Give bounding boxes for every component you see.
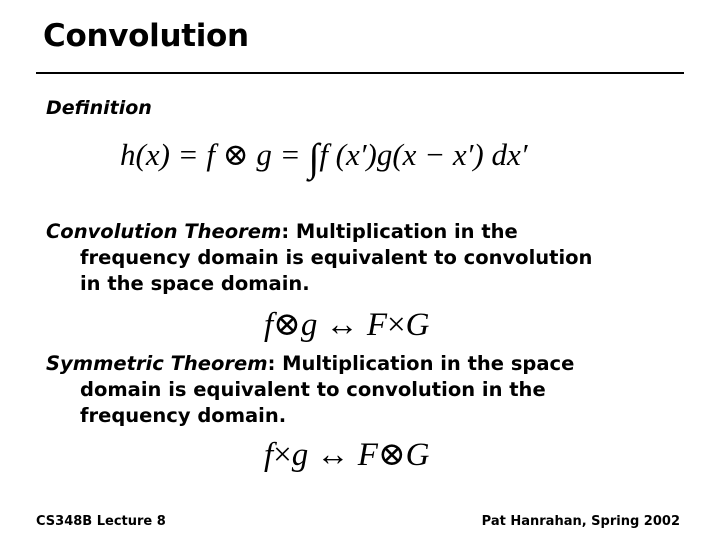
- eq3-F: F: [357, 437, 378, 473]
- multiply-operator-icon: ×: [387, 307, 406, 343]
- convolution-theorem-line3: in the space domain.: [80, 272, 310, 295]
- symmetric-theorem-line2: domain is equivalent to convolution in the: [80, 378, 546, 401]
- integral-sign: ∫: [308, 135, 320, 180]
- equation-mid: g =: [256, 137, 301, 172]
- convolution-theorem-line2: frequency domain is equivalent to convolution: [80, 246, 593, 269]
- equation-lhs: h(x) = f: [120, 137, 215, 172]
- equation-rhs: f (x′)g(x − x′) dx′: [319, 137, 528, 172]
- title-divider: [36, 72, 684, 74]
- definition-equation: [120, 134, 528, 181]
- convolution-operator-icon: ⊗: [222, 137, 249, 172]
- eq3-G: G: [405, 437, 430, 473]
- footer-lecture: CS348B Lecture 8: [36, 514, 166, 529]
- eq3-f: f: [264, 437, 274, 473]
- eq2-f: f: [264, 307, 274, 343]
- symmetric-theorem-equation: [264, 434, 429, 474]
- symmetric-theorem-line1: : Multiplication in the space: [267, 352, 575, 375]
- eq2-F: F: [366, 307, 387, 343]
- double-arrow-icon: ↔: [316, 437, 350, 473]
- eq3-g: g: [291, 437, 309, 473]
- double-arrow-icon: ↔: [325, 307, 359, 343]
- multiply-operator-icon: ×: [273, 437, 292, 473]
- definition-heading: Definition: [46, 97, 152, 119]
- eq2-g: g: [300, 307, 318, 343]
- symmetric-theorem-line3: frequency domain.: [80, 404, 287, 427]
- slide-title: Convolution: [43, 18, 249, 54]
- convolution-theorem-line1: : Multiplication in the: [281, 220, 518, 243]
- eq2-G: G: [405, 307, 430, 343]
- footer-author: Pat Hanrahan, Spring 2002: [481, 514, 680, 529]
- symmetric-theorem-name: Symmetric Theorem: [46, 352, 268, 375]
- convolution-theorem: [46, 219, 686, 297]
- convolution-theorem-name: Convolution Theorem: [46, 220, 282, 243]
- convolution-theorem-equation: [264, 304, 429, 344]
- convolution-operator-icon: ⊗: [377, 437, 406, 473]
- convolution-operator-icon: ⊗: [273, 307, 301, 343]
- symmetric-theorem: [46, 351, 686, 429]
